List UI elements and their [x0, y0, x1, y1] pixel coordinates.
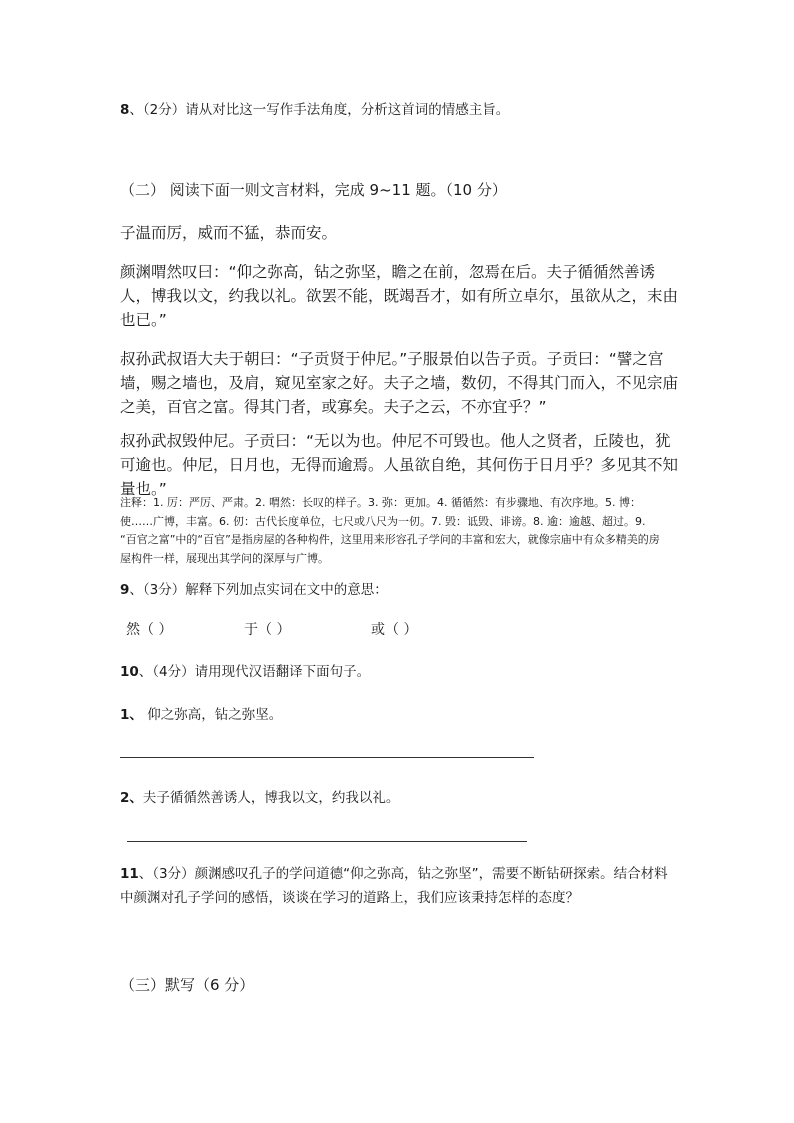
- question-10-item-1: [120, 703, 282, 723]
- item-2-number: 2、: [120, 790, 143, 806]
- blank-huo[interactable]: 或（ ）: [371, 622, 418, 638]
- question-9: [120, 578, 388, 598]
- question-10-text: 、（4分）请用现代汉语翻译下面句子。: [138, 664, 371, 680]
- question-10: [120, 660, 370, 680]
- item-2-text: 夫子循循然善诱人，博我以文，约我以礼。: [142, 790, 400, 806]
- annotation-notes: 注释：1. 厉：严厉、严肃。2. 喟然：长叹的样子。3. 弥：更加。4. 循循然：有步骤地、有次序地。5. 博：使……广博，丰富。6. 仞：古代长度单位，七尺或八尺为一仞。7. 毁：诋毁、诽谤。8. 逾：逾越、超过。9. “百官之富”中的“百官”是指房屋的各种构件，这里用来形容孔子学问的丰富和宏大，就像宗庙中有众多精美的房屋构件一样，展现出其学问的深厚与广博。: [120, 496, 660, 565]
- question-11-number: 11: [120, 866, 139, 882]
- passage-paragraph-3: 叔孙武叔语大夫于朝曰：“子贡贤于仲尼。”子服景伯以告子贡。子贡曰：“譬之宫墙，赐之墙也，及肩，窥见室家之好。夫子之墙，数仞，不得其门而入，不见宗庙之美，百官之富。得其门者，或寡矣。夫子之云，不亦宜乎？”: [120, 350, 679, 416]
- section-2-heading: （二） 阅读下面一则文言材料，完成 9~11 题。（10 分）: [120, 181, 507, 199]
- passage-paragraph-4: 叔孙武叔毁仲尼。子贡曰：“无以为也。仲尼不可毁也。他人之贤者，丘陵也，犹可逾也。仲尼，日月也，无得而逾焉。人虽欲自绝，其何伤于日月乎？多见其不知量也。”: [120, 432, 679, 498]
- question-8-number: 8: [120, 102, 130, 118]
- passage-paragraph-1: 子温而厉，威而不猛，恭而安。: [120, 224, 338, 242]
- question-10-item-2: [120, 786, 399, 806]
- question-8-text: 、（2分）请从对比这一写作手法角度，分析这首词的情感主旨。: [129, 102, 510, 118]
- answer-line-1[interactable]: [120, 757, 534, 758]
- blank-yu[interactable]: 于（ ）: [244, 622, 291, 638]
- question-9-number: 9: [120, 582, 130, 598]
- item-1-number: 1、: [120, 707, 143, 723]
- passage-paragraph-2: 颜渊喟然叹曰：“仰之弥高，钻之弥坚，瞻之在前，忽焉在后。夫子循循然善诱人，博我以文，约我以礼。欲罢不能，既竭吾才，如有所立卓尔，虽欲从之，末由也已。”: [120, 263, 679, 329]
- question-9-text: 、（3分）解释下列加点实词在文中的意思：: [129, 582, 388, 598]
- section-3-heading: （三）默写（6 分）: [120, 976, 255, 994]
- question-8: [120, 98, 509, 118]
- answer-line-2[interactable]: [127, 841, 527, 842]
- blank-ran[interactable]: 然（ ）: [126, 622, 173, 638]
- item-1-text: 仰之弥高，钻之弥坚。: [142, 707, 283, 723]
- question-11: [120, 862, 668, 910]
- question-10-number: 10: [120, 664, 139, 680]
- question-11-text: 、（3分）颜渊感叹孔子的学问道德“仰之弥高，钻之弥坚”，需要不断钻研探索。结合材料中颜渊对孔子学问的感悟，谈谈在学习的道路上，我们应该秉持怎样的态度？: [120, 866, 668, 906]
